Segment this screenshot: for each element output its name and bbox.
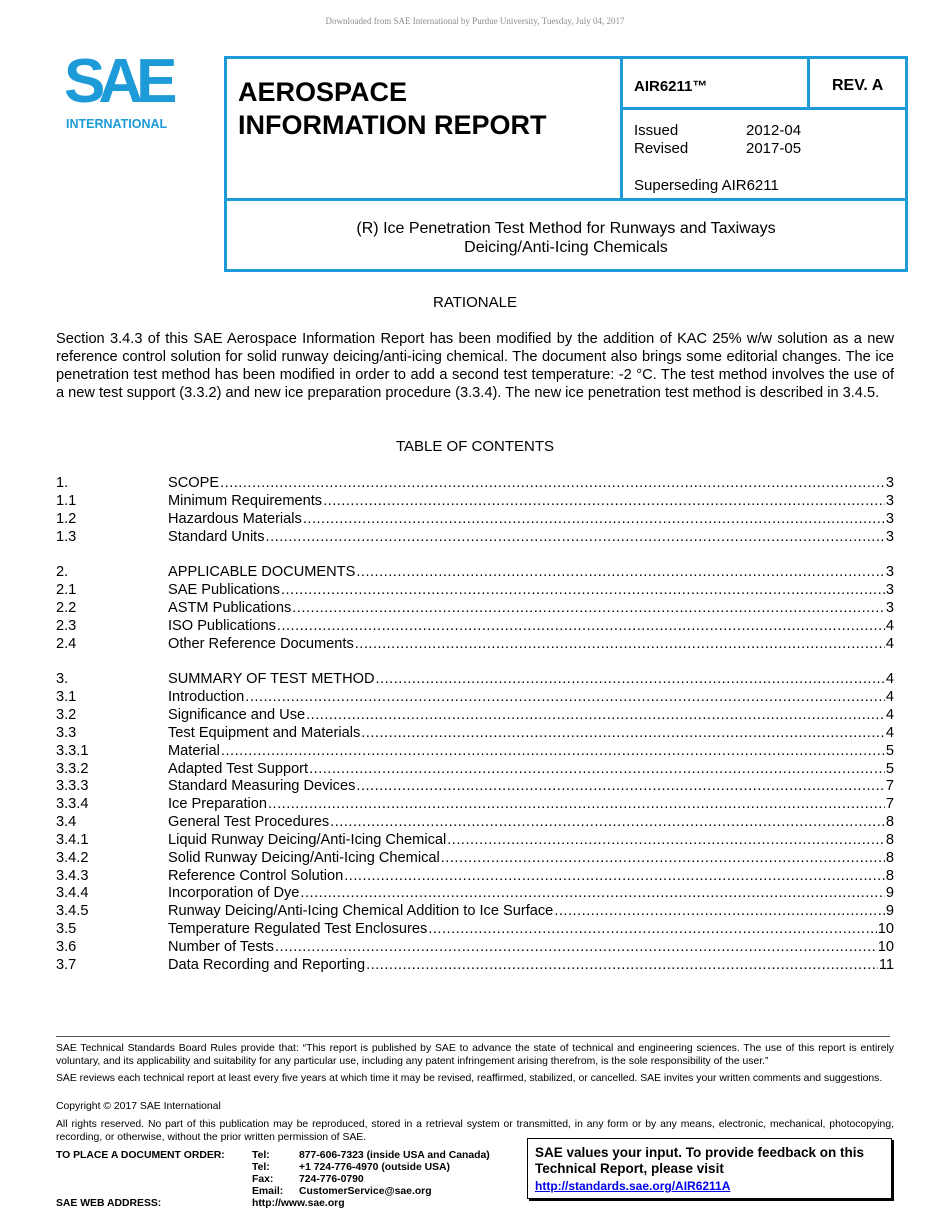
toc-entry-page: 8 <box>885 831 894 848</box>
toc-entry-page: 9 <box>885 885 894 902</box>
toc-entry-title: Liquid Runway Deicing/Anti-Icing Chemical <box>168 831 447 848</box>
footer-review-note: SAE reviews each technical report at least every five years at which time it may be revised, reaffirmed, stabilized, or cancelled. SAE invites your written comments and suggestions. <box>56 1073 883 1084</box>
fax-value: 724-776-0790 <box>299 1174 364 1185</box>
toc-entry-page: 3 <box>885 475 894 491</box>
toc-entry-leader <box>554 903 885 921</box>
toc-entry-number: 3.4.4 <box>56 885 89 902</box>
toc-entry-number: 3.4.3 <box>56 867 89 884</box>
download-note: Downloaded from SAE International by Purdue University, Tuesday, July 04, 2017 <box>325 16 625 26</box>
toc-entry-page: 4 <box>885 706 894 723</box>
document-type-line1: AEROSPACE <box>238 77 408 107</box>
toc-entry-leader <box>376 671 885 689</box>
document-title-line2: Deicing/Anti-Icing Chemicals <box>464 239 668 256</box>
footer-rights: All rights reserved. No part of this publication may be reproduced, stored in a retrieval system or transmitted, in any form or by any means, electronic, mechanical, photocopying, recording, or otherwise, without the prior written permission of SAE. <box>56 1119 894 1143</box>
toc-entry-number: 1.2 <box>56 510 77 527</box>
toc-entry[interactable] <box>56 671 894 689</box>
toc-entry[interactable] <box>56 939 894 957</box>
toc-entry-leader <box>292 600 885 618</box>
toc-entry-leader <box>300 885 884 903</box>
toc-entry-page: 7 <box>885 796 894 813</box>
sae-logo-text: SAE <box>64 52 171 116</box>
toc-entry-page: 3 <box>885 510 894 527</box>
toc-entry-page: 3 <box>885 599 894 616</box>
toc-entry-page: 9 <box>885 903 894 920</box>
toc-entry[interactable] <box>56 921 894 939</box>
document-title-line1: (R) Ice Penetration Test Method for Runways and Taxiways <box>356 220 776 237</box>
toc-entry-leader <box>441 850 885 868</box>
toc-entry-number: 2.1 <box>56 582 77 599</box>
order-row-tel1 <box>56 1150 490 1162</box>
toc-entry-leader <box>266 529 885 547</box>
toc-entry-leader <box>268 796 885 814</box>
toc-entry-title: Standard Units <box>168 528 265 545</box>
order-row-tel2 <box>56 1162 490 1174</box>
toc-entry[interactable] <box>56 743 894 761</box>
toc-entry-title: Significance and Use <box>168 706 306 723</box>
fax-label: Fax: <box>252 1174 274 1185</box>
web-label: SAE WEB ADDRESS: <box>56 1198 162 1209</box>
toc-entry-title: Minimum Requirements <box>168 492 323 509</box>
toc-entry-page: 10 <box>877 921 894 938</box>
footer-copyright: Copyright © 2017 SAE International <box>56 1101 221 1112</box>
toc-entry-leader <box>356 778 884 796</box>
toc-entry-title: Material <box>168 742 220 759</box>
toc-entry-title: Incorporation of Dye <box>168 885 300 902</box>
toc-entry-number: 3.3.1 <box>56 742 89 759</box>
toc-entry-title: Ice Preparation <box>168 796 267 813</box>
toc-entry-title: ASTM Publications <box>168 599 292 616</box>
document-title <box>227 219 905 257</box>
tel2-value: +1 724-776-4970 (outside USA) <box>299 1162 451 1173</box>
toc-entry-title: General Test Procedures <box>168 814 330 831</box>
toc-entry-number: 2. <box>56 564 69 581</box>
toc-entry-number: 2.3 <box>56 617 77 634</box>
toc-entry-title: Temperature Regulated Test Enclosures <box>168 921 428 938</box>
toc-entry-title: SCOPE <box>168 475 220 491</box>
header-divider-rev <box>807 59 810 110</box>
toc-entry-page: 5 <box>885 760 894 777</box>
toc-entry[interactable] <box>56 475 894 493</box>
toc-entry-page: 4 <box>885 635 894 652</box>
toc-entry[interactable] <box>56 493 894 511</box>
toc-entry-title: SAE Publications <box>168 582 280 599</box>
toc-entry-title: Test Equipment and Materials <box>168 724 361 741</box>
toc-entry-number: 3.1 <box>56 689 77 706</box>
toc-entry[interactable] <box>56 761 894 779</box>
order-row-email <box>56 1186 490 1198</box>
toc-entry-leader <box>221 743 885 761</box>
toc-entry[interactable] <box>56 957 894 975</box>
toc-entry-number: 3.6 <box>56 938 77 955</box>
toc-entry-page: 8 <box>885 814 894 831</box>
order-contacts <box>56 1150 490 1210</box>
toc-entry-number: 3.5 <box>56 921 77 938</box>
footer-divider <box>56 1036 890 1037</box>
header-divider-vertical <box>620 59 623 201</box>
toc-entry-page: 3 <box>885 582 894 599</box>
toc-entry-title: Standard Measuring Devices <box>168 778 356 795</box>
toc-entry[interactable] <box>56 600 894 618</box>
feedback-line1: SAE values your input. To provide feedback on this <box>535 1145 865 1160</box>
toc-entry-page: 5 <box>885 742 894 759</box>
revised-row <box>634 140 801 158</box>
toc-entry-page: 11 <box>878 956 894 973</box>
tel1-label: Tel: <box>252 1150 270 1161</box>
toc-entry[interactable] <box>56 689 894 707</box>
toc-entry-page: 4 <box>885 724 894 741</box>
revised-label: Revised <box>634 140 689 157</box>
toc-entry-leader <box>330 814 885 832</box>
order-row-fax <box>56 1174 490 1186</box>
toc-entry[interactable] <box>56 618 894 636</box>
header-divider-number <box>620 107 908 110</box>
toc-entry[interactable] <box>56 850 894 868</box>
toc-entry-leader <box>323 493 885 511</box>
toc-entry[interactable] <box>56 636 894 654</box>
toc-entry-number: 3.7 <box>56 956 77 973</box>
toc-entry-page: 4 <box>885 689 894 706</box>
toc-entry-number: 3. <box>56 671 69 688</box>
toc-entry[interactable] <box>56 778 894 796</box>
toc-entry-page: 3 <box>885 492 894 509</box>
toc-entry[interactable] <box>56 529 894 547</box>
toc-entry[interactable] <box>56 903 894 921</box>
toc-entry-leader <box>447 832 885 850</box>
toc-entry-number: 1.1 <box>56 492 77 509</box>
toc-entry-leader <box>303 511 885 529</box>
toc-group-gap <box>56 546 894 564</box>
toc-entry-number: 2.4 <box>56 635 77 652</box>
toc-entry-leader <box>281 582 885 600</box>
document-number: AIR6211™ <box>634 78 708 95</box>
revised-date: 2017-05 <box>746 140 802 157</box>
toc-entry-leader <box>366 957 878 975</box>
toc-entry-page: 10 <box>877 938 894 955</box>
toc-entry-number: 1.3 <box>56 528 77 545</box>
toc-entry-leader <box>356 564 885 582</box>
document-type-line2: INFORMATION REPORT <box>238 110 547 140</box>
toc-entry-title: Introduction <box>168 689 245 706</box>
toc-entry-page: 3 <box>885 528 894 545</box>
toc-entry-title: SUMMARY OF TEST METHOD <box>168 671 375 688</box>
toc-entry-leader <box>355 636 885 654</box>
feedback-link[interactable]: http://standards.sae.org/AIR6211A <box>535 1179 731 1193</box>
issued-row <box>634 122 801 140</box>
toc-entry-leader <box>309 761 885 779</box>
toc-entry-leader <box>220 475 885 493</box>
toc-entry-page: 4 <box>885 617 894 634</box>
feedback-box <box>527 1138 892 1199</box>
toc-entry-page: 8 <box>885 849 894 866</box>
sae-logo-graphic <box>62 52 192 132</box>
toc-entry-leader <box>277 618 885 636</box>
issue-dates <box>634 122 801 158</box>
footer-disclaimer: SAE Technical Standards Board Rules provide that: “This report is published by SAE to advance the state of technical and engineering sciences. The use of this report is entirely voluntary, and its applicability and suitability for any particular use, including any patent infringement arising therefrom, is the sole responsibility of the user.” <box>56 1043 894 1067</box>
tel1-value: 877-606-7323 (inside USA and Canada) <box>299 1150 490 1161</box>
toc-entry-title: ISO Publications <box>168 617 276 634</box>
rationale-text: Section 3.4.3 of this SAE Aerospace Information Report has been modified by the addition of KAC 25% w/w solution as a new reference control solution for solid runway deicing/anti-icing chemical. The document also brings some editorial changes. The ice penetration test method has been modified in order to add a second test temperature: -2 °C. The test method involves the use of a new test support (3.3.2) and new ice preparation procedure (3.3.4). The new ice penetration test method is described in 3.4.5. <box>56 331 894 401</box>
toc-entry-number: 3.3.4 <box>56 796 89 813</box>
order-row-web <box>56 1198 490 1210</box>
rationale-heading: RATIONALE <box>433 294 517 311</box>
toc-entry-title: Number of Tests <box>168 938 274 955</box>
header-divider-title <box>227 198 908 201</box>
issued-date: 2012-04 <box>746 122 802 139</box>
toc-entry-number: 3.4 <box>56 814 77 831</box>
toc-entry[interactable] <box>56 725 894 743</box>
feedback-line2: Technical Report, please visit <box>535 1161 724 1176</box>
toc-group-gap <box>56 653 894 671</box>
table-of-contents <box>56 475 894 975</box>
email-label: Email: <box>252 1186 284 1197</box>
document-type <box>238 76 546 142</box>
toc-entry-leader <box>361 725 885 743</box>
toc-entry-leader <box>306 707 885 725</box>
toc-entry-page: 8 <box>885 867 894 884</box>
document-revision: REV. A <box>832 77 884 94</box>
toc-entry-number: 3.4.2 <box>56 849 89 866</box>
issued-label: Issued <box>634 122 679 139</box>
toc-entry[interactable] <box>56 564 894 582</box>
toc-entry-title: Solid Runway Deicing/Anti-Icing Chemical <box>168 849 440 866</box>
sae-logo-subtext: INTERNATIONAL <box>66 117 168 131</box>
toc-entry-page: 4 <box>885 671 894 688</box>
toc-entry-title: Runway Deicing/Anti-Icing Chemical Addition to Ice Surface <box>168 903 554 920</box>
toc-entry[interactable] <box>56 832 894 850</box>
toc-entry-leader <box>428 921 876 939</box>
sae-logo <box>62 52 192 132</box>
order-label: TO PLACE A DOCUMENT ORDER: <box>56 1150 225 1161</box>
toc-entry[interactable] <box>56 707 894 725</box>
toc-entry-number: 3.3.2 <box>56 760 89 777</box>
toc-entry-number: 2.2 <box>56 599 77 616</box>
toc-entry-page: 7 <box>885 778 894 795</box>
toc-entry-leader <box>275 939 877 957</box>
toc-entry[interactable] <box>56 582 894 600</box>
toc-entry-page: 3 <box>885 564 894 581</box>
toc-entry-leader <box>344 868 885 886</box>
toc-entry-number: 3.3.3 <box>56 778 89 795</box>
toc-entry-number: 1. <box>56 475 69 491</box>
toc-heading: TABLE OF CONTENTS <box>395 438 555 455</box>
toc-entry-title: APPLICABLE DOCUMENTS <box>168 564 356 581</box>
toc-entry-number: 3.4.5 <box>56 903 89 920</box>
toc-entry-title: Adapted Test Support <box>168 760 309 777</box>
toc-entry[interactable] <box>56 796 894 814</box>
toc-entry[interactable] <box>56 814 894 832</box>
toc-entry-leader <box>245 689 885 707</box>
toc-entry-title: Other Reference Documents <box>168 635 354 652</box>
toc-entry-number: 3.4.1 <box>56 831 89 848</box>
superseding-note: Superseding AIR6211 <box>634 177 779 194</box>
toc-entry-title: Hazardous Materials <box>168 510 302 527</box>
tel2-label: Tel: <box>252 1162 270 1173</box>
toc-entry-number: 3.3 <box>56 724 77 741</box>
toc-entry-number: 3.2 <box>56 706 77 723</box>
toc-entry-title: Data Recording and Reporting <box>168 956 366 973</box>
toc-entry[interactable] <box>56 885 894 903</box>
toc-entry[interactable] <box>56 511 894 529</box>
toc-entry-title: Reference Control Solution <box>168 867 344 884</box>
web-value: http://www.sae.org <box>252 1198 345 1209</box>
email-value: CustomerService@sae.org <box>299 1186 432 1197</box>
toc-entry[interactable] <box>56 868 894 886</box>
